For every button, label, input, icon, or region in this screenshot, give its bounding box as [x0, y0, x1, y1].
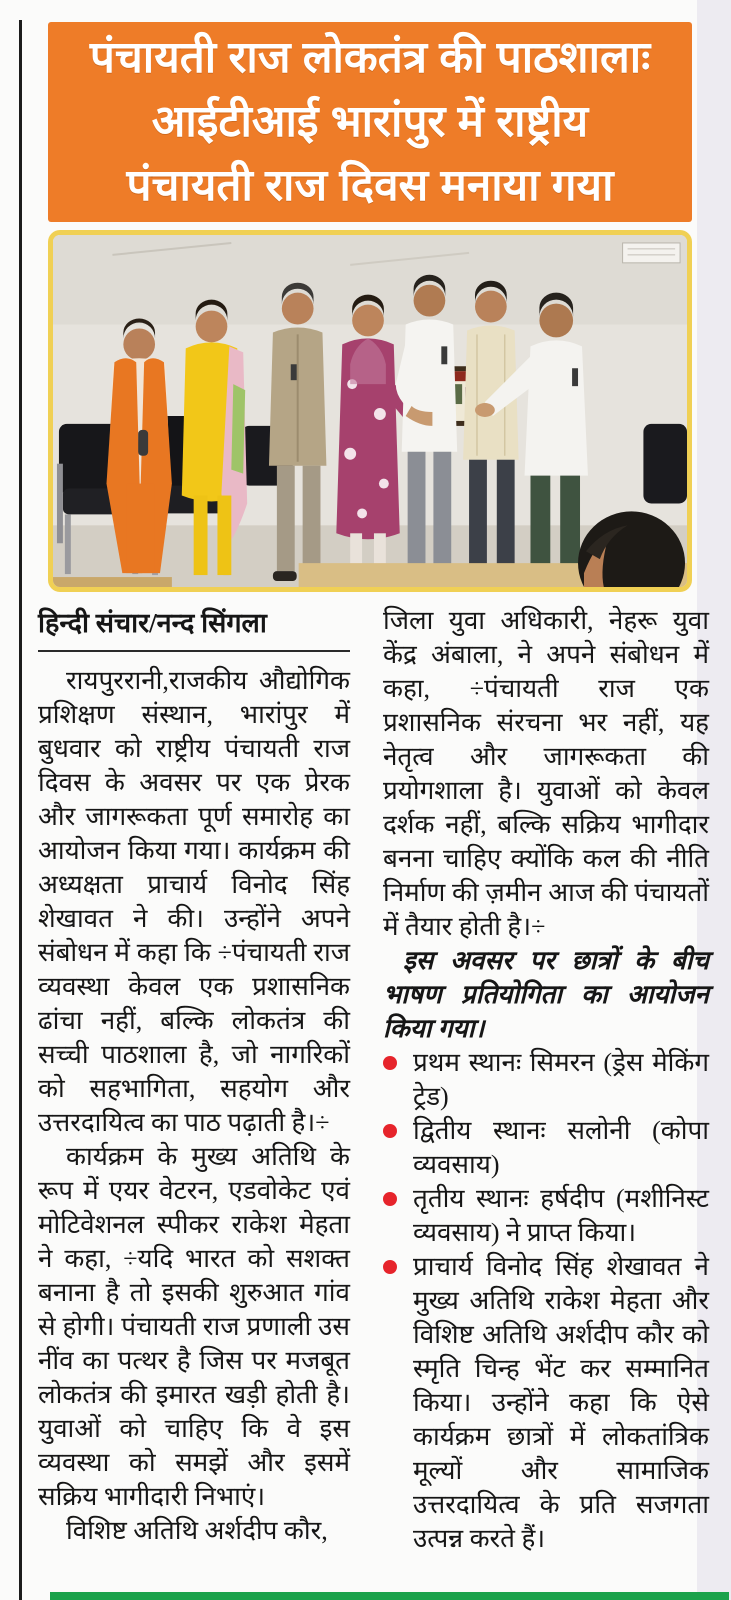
list-item-text: प्राचार्य विनोद सिंह शेखावत ने मुख्य अतिथि राकेश मेहता और विशिष्ट अतिथि अर्शदीप कौर को स्मृति चिन्ह भेंट कर सम्मानित किया। उन्होंने कहा कि ऐसे कार्यक्रम छात्रों में लोकतांत्रिक मूल्यों और सामाजिक उत्तरदायित्व के प्रति सजगता उत्पन्न करते हैं।	[413, 1252, 709, 1553]
news-photo	[48, 230, 692, 592]
list-item	[383, 1046, 709, 1114]
results-bullet-list	[383, 1046, 709, 1556]
article-column-right	[383, 604, 709, 1556]
bullet-dot-icon	[383, 1056, 397, 1070]
list-item-text: तृतीय स्थानः हर्षदीप (मशीनिस्ट व्यवसाय) ने प्राप्त किया।	[413, 1184, 709, 1247]
list-item	[383, 1250, 709, 1556]
list-item	[383, 1114, 709, 1182]
bottom-divider-bar	[50, 1592, 729, 1600]
bullet-dot-icon	[383, 1260, 397, 1274]
article-highlight-paragraph: इस अवसर पर छात्रों के बीच भाषण प्रतियोगिता का आयोजन किया गया।	[383, 946, 709, 1043]
list-item-text: प्रथम स्थानः सिमरन (ड्रेस मेकिंग ट्रेड)	[413, 1048, 709, 1111]
article-column-left	[38, 664, 350, 1548]
column-rule-left	[19, 20, 22, 1600]
bullet-dot-icon	[383, 1124, 397, 1138]
wall-vent	[623, 243, 680, 263]
article-paragraph: कार्यक्रम के मुख्य अतिथि के रूप में एयर वेटरन, एडवोकेट एवं मोटिवेशनल स्पीकर राकेश मेहता ने कहा, ÷यदि भारत को सशक्त बनाना है तो इसकी शुरुआत गांव से होगी। पंचायती राज प्रणाली उस नींव का पत्थर है जिस पर मजबूत लोकतंत्र की इमारत खड़ी होती है। युवाओं को चाहिए कि वे इस व्यवस्था को समझें और इसमें सक्रिय भागीदारी निभाएं।	[38, 1142, 350, 1511]
headline-banner	[48, 22, 692, 222]
list-item	[383, 1182, 709, 1250]
headline-line-3: पंचायती राज दिवस मनाया गया	[126, 161, 614, 210]
article-paragraph: विशिष्ट अतिथि अर्शदीप कौर,	[66, 1516, 328, 1545]
article-paragraph: जिला युवा अधिकारी, नेहरू युवा केंद्र अंबाला, ने अपने संबोधन में कहा, ÷पंचायती राज एक प्रशासनिक संरचना भर नहीं, यह नेतृत्व और जागरूकता की प्रयोगशाला है। युवाओं को केवल दर्शक नहीं, बल्कि सक्रिय भागीदार बनना चाहिए क्योंकि कल की नीति निर्माण की ज़मीन आज की पंचायतों में तैयार होती है।÷	[383, 606, 709, 941]
headline-line-1: पंचायती राज लोकतंत्र की पाठशालाः	[89, 33, 651, 82]
article-paragraph: रायपुररानी,राजकीय औद्योगिक प्रशिक्षण संस्थान, भारांपुर में बुधवार को राष्ट्रीय पंचायती राज दिवस के अवसर पर एक प्रेरक और जागरूकता पूर्ण समारोह का आयोजन किया गया। कार्यक्रम की अध्यक्षता प्राचार्य विनोद सिंह शेखावत ने की। उन्होंने अपने संबोधन में कहा कि ÷पंचायती राज व्यवस्था केवल एक प्रशासनिक ढांचा नहीं, बल्कि लोकतंत्र की सच्ची पाठशाला है, जो नागरिकों को सहभागिता, सहयोग और उत्तरदायित्व का पाठ पढ़ाती है।÷	[38, 666, 350, 1137]
news-photo-illustration	[53, 235, 687, 587]
list-item-text: द्वितीय स्थानः सलोनी (कोपा व्यवसाय)	[413, 1116, 709, 1179]
bullet-dot-icon	[383, 1192, 397, 1206]
byline: हिन्दी संचार/नन्द सिंगला	[38, 606, 350, 652]
headline-line-2: आईटीआई भारांपुर में राष्ट्रीय	[151, 97, 589, 146]
